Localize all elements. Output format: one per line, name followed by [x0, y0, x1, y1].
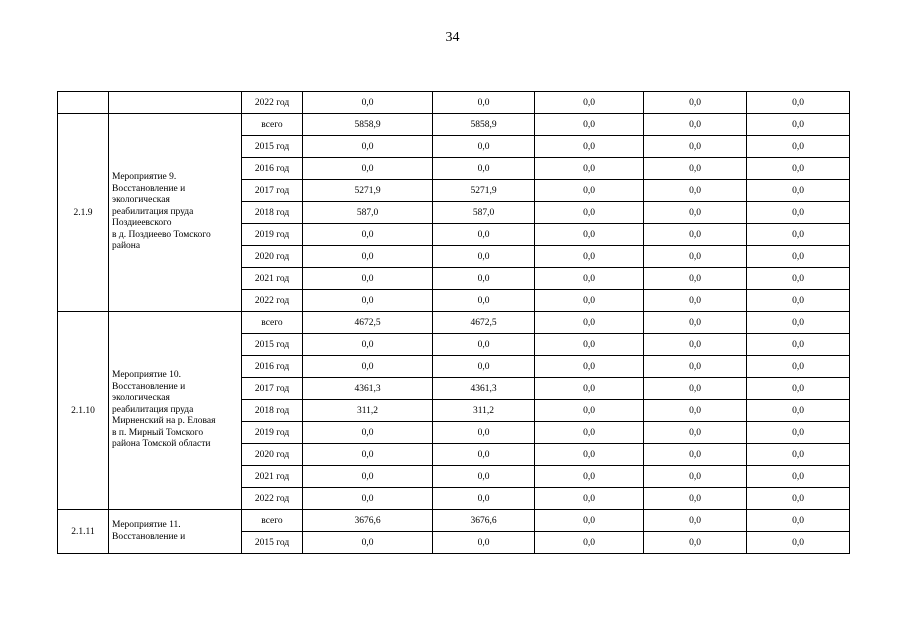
value-cell: 0,0	[535, 356, 644, 378]
value-cell: 0,0	[303, 466, 433, 488]
value-cell: 0,0	[644, 466, 747, 488]
value-cell: 0,0	[535, 92, 644, 114]
table-body	[58, 92, 850, 554]
value-cell: 3676,6	[303, 510, 433, 532]
value-cell: 0,0	[535, 180, 644, 202]
value-cell: 0,0	[747, 224, 850, 246]
table-row	[58, 114, 850, 136]
period-cell: 2022 год	[242, 290, 303, 312]
value-cell: 0,0	[747, 202, 850, 224]
value-cell: 0,0	[433, 246, 535, 268]
value-cell: 0,0	[535, 268, 644, 290]
measure-name-line: Поздиеевского	[112, 218, 172, 229]
value-cell: 0,0	[535, 400, 644, 422]
value-cell: 0,0	[644, 158, 747, 180]
measure-name-line: Мероприятие 10.	[112, 370, 182, 381]
value-cell: 0,0	[535, 444, 644, 466]
measure-code: 2.1.10	[58, 312, 109, 510]
value-cell: 587,0	[433, 202, 535, 224]
measure-name	[109, 92, 242, 114]
value-cell: 0,0	[303, 290, 433, 312]
value-cell: 0,0	[303, 334, 433, 356]
value-cell: 0,0	[433, 158, 535, 180]
value-cell: 0,0	[303, 136, 433, 158]
value-cell: 0,0	[747, 510, 850, 532]
measure-name-line: реабилитация пруда	[112, 206, 194, 217]
value-cell: 0,0	[644, 532, 747, 554]
value-cell: 0,0	[747, 290, 850, 312]
value-cell: 0,0	[747, 268, 850, 290]
measure-code	[58, 92, 109, 114]
value-cell: 0,0	[303, 92, 433, 114]
value-cell: 0,0	[747, 334, 850, 356]
period-cell: 2016 год	[242, 356, 303, 378]
period-cell: 2021 год	[242, 466, 303, 488]
table-row	[58, 510, 850, 532]
period-cell: 2018 год	[242, 202, 303, 224]
measure-name-line: Восстановление и	[112, 381, 186, 392]
value-cell: 311,2	[433, 400, 535, 422]
value-cell: 0,0	[747, 114, 850, 136]
value-cell: 0,0	[747, 158, 850, 180]
period-cell: всего	[242, 510, 303, 532]
value-cell: 0,0	[747, 400, 850, 422]
period-cell: 2017 год	[242, 378, 303, 400]
value-cell: 0,0	[433, 444, 535, 466]
period-cell: 2017 год	[242, 180, 303, 202]
value-cell: 0,0	[433, 334, 535, 356]
value-cell: 4672,5	[433, 312, 535, 334]
value-cell: 0,0	[747, 356, 850, 378]
value-cell: 0,0	[303, 356, 433, 378]
value-cell: 0,0	[535, 312, 644, 334]
value-cell: 0,0	[303, 488, 433, 510]
value-cell: 0,0	[433, 92, 535, 114]
value-cell: 4361,3	[433, 378, 535, 400]
value-cell: 0,0	[433, 290, 535, 312]
value-cell: 0,0	[433, 356, 535, 378]
value-cell: 0,0	[433, 466, 535, 488]
value-cell: 0,0	[644, 312, 747, 334]
budget-table	[57, 91, 850, 554]
value-cell: 0,0	[535, 334, 644, 356]
table-row	[58, 92, 850, 114]
measure-name-line: Мероприятие 9.	[112, 172, 177, 183]
value-cell: 0,0	[644, 488, 747, 510]
period-cell: 2016 год	[242, 158, 303, 180]
value-cell: 0,0	[433, 422, 535, 444]
value-cell: 0,0	[644, 136, 747, 158]
period-cell: 2020 год	[242, 444, 303, 466]
value-cell: 0,0	[644, 510, 747, 532]
value-cell: 0,0	[747, 422, 850, 444]
period-cell: 2019 год	[242, 224, 303, 246]
period-cell: 2015 год	[242, 532, 303, 554]
value-cell: 0,0	[433, 268, 535, 290]
value-cell: 0,0	[535, 158, 644, 180]
value-cell: 0,0	[747, 136, 850, 158]
value-cell: 5858,9	[303, 114, 433, 136]
measure-name	[109, 114, 242, 312]
period-cell: 2022 год	[242, 488, 303, 510]
period-cell: 2015 год	[242, 334, 303, 356]
value-cell: 5271,9	[433, 180, 535, 202]
value-cell: 0,0	[644, 224, 747, 246]
value-cell: 0,0	[303, 532, 433, 554]
measure-name-line: экологическая	[112, 393, 170, 404]
period-cell: всего	[242, 312, 303, 334]
value-cell: 0,0	[303, 444, 433, 466]
value-cell: 0,0	[747, 378, 850, 400]
value-cell: 0,0	[535, 488, 644, 510]
value-cell: 0,0	[644, 114, 747, 136]
value-cell: 0,0	[535, 224, 644, 246]
value-cell: 3676,6	[433, 510, 535, 532]
value-cell: 0,0	[433, 488, 535, 510]
period-cell: 2019 год	[242, 422, 303, 444]
value-cell: 0,0	[747, 312, 850, 334]
value-cell: 0,0	[644, 290, 747, 312]
measure-name	[109, 312, 242, 510]
value-cell: 0,0	[303, 422, 433, 444]
value-cell: 0,0	[535, 532, 644, 554]
value-cell: 0,0	[747, 488, 850, 510]
value-cell: 0,0	[535, 114, 644, 136]
value-cell: 0,0	[303, 224, 433, 246]
value-cell: 0,0	[747, 444, 850, 466]
period-cell: всего	[242, 114, 303, 136]
value-cell: 0,0	[644, 180, 747, 202]
value-cell: 0,0	[644, 378, 747, 400]
period-cell: 2020 год	[242, 246, 303, 268]
value-cell: 0,0	[747, 180, 850, 202]
value-cell: 0,0	[644, 400, 747, 422]
value-cell: 0,0	[644, 422, 747, 444]
value-cell: 5271,9	[303, 180, 433, 202]
period-cell: 2015 год	[242, 136, 303, 158]
value-cell: 0,0	[535, 202, 644, 224]
measure-name-line: Восстановление и	[112, 531, 186, 542]
value-cell: 4361,3	[303, 378, 433, 400]
value-cell: 0,0	[433, 136, 535, 158]
value-cell: 0,0	[747, 532, 850, 554]
value-cell: 0,0	[303, 268, 433, 290]
value-cell: 0,0	[303, 158, 433, 180]
value-cell: 5858,9	[433, 114, 535, 136]
measure-name-line: Мирненский на р. Еловая	[112, 416, 216, 427]
value-cell: 0,0	[644, 246, 747, 268]
measure-name-line: в д. Поздиеево Томского	[112, 229, 211, 240]
period-cell: 2022 год	[242, 92, 303, 114]
value-cell: 0,0	[303, 246, 433, 268]
measure-name-line: Восстановление и	[112, 183, 186, 194]
value-cell: 0,0	[747, 92, 850, 114]
measure-name-line: в п. Мирный Томского	[112, 427, 204, 438]
value-cell: 0,0	[644, 444, 747, 466]
period-cell: 2021 год	[242, 268, 303, 290]
value-cell: 0,0	[644, 202, 747, 224]
table-row	[58, 312, 850, 334]
measure-name-line: района Томской области	[112, 439, 211, 450]
value-cell: 0,0	[644, 92, 747, 114]
period-cell: 2018 год	[242, 400, 303, 422]
value-cell: 4672,5	[303, 312, 433, 334]
value-cell: 0,0	[535, 246, 644, 268]
value-cell: 0,0	[535, 422, 644, 444]
value-cell: 0,0	[535, 378, 644, 400]
measure-name-line: Мероприятие 11.	[112, 520, 181, 530]
value-cell: 587,0	[303, 202, 433, 224]
value-cell: 0,0	[747, 246, 850, 268]
measure-code: 2.1.9	[58, 114, 109, 312]
value-cell: 0,0	[644, 268, 747, 290]
value-cell: 0,0	[535, 510, 644, 532]
measure-name-line: экологическая	[112, 195, 170, 206]
value-cell: 0,0	[535, 466, 644, 488]
value-cell: 0,0	[644, 334, 747, 356]
value-cell: 0,0	[535, 136, 644, 158]
measure-name	[109, 510, 242, 554]
value-cell: 0,0	[433, 532, 535, 554]
measure-name-line: района	[112, 241, 141, 252]
value-cell: 0,0	[535, 290, 644, 312]
value-cell: 311,2	[303, 400, 433, 422]
value-cell: 0,0	[644, 356, 747, 378]
measure-name-line: реабилитация пруда	[112, 404, 194, 415]
value-cell: 0,0	[747, 466, 850, 488]
page-number: 34	[445, 30, 460, 45]
measure-code: 2.1.11	[58, 510, 109, 554]
value-cell: 0,0	[433, 224, 535, 246]
